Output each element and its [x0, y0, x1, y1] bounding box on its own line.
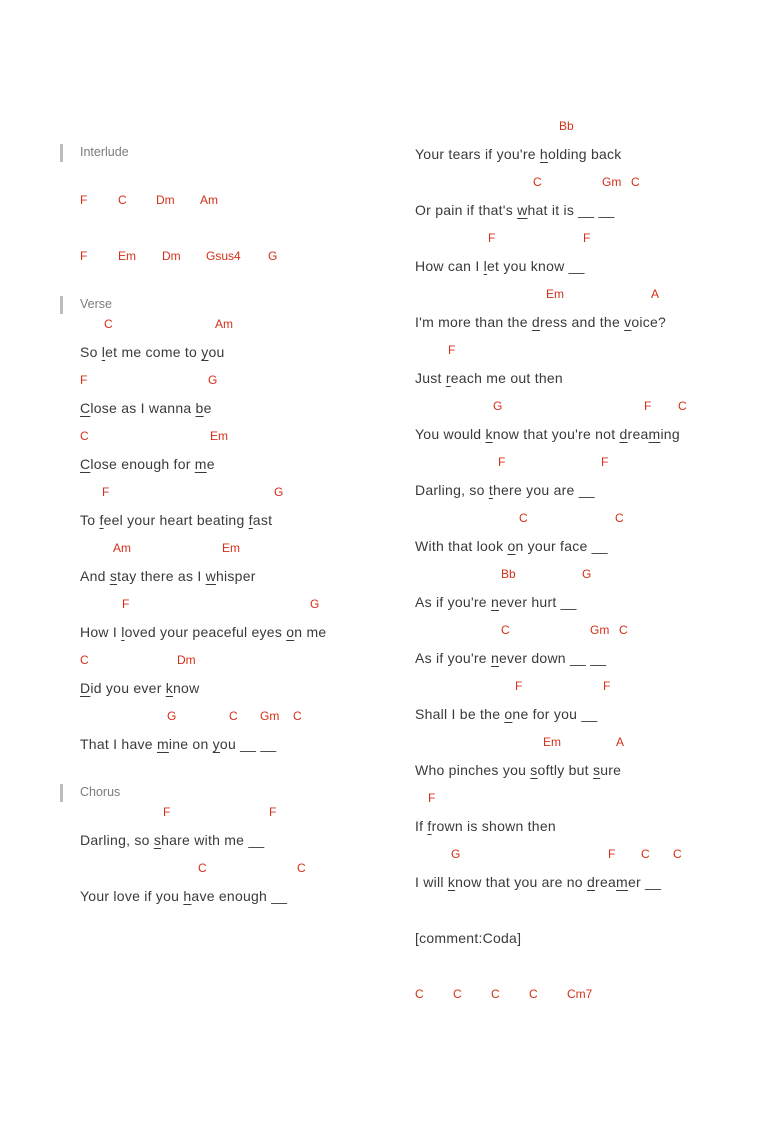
lyric-segment: er __: [627, 874, 662, 890]
lyric-segment: Darling, so: [415, 482, 489, 498]
lyric-text: [80, 344, 225, 360]
chord-anchor-letter: n: [490, 650, 499, 666]
chord: F: [488, 231, 496, 245]
lyric-segment: I will: [415, 874, 448, 890]
chord: F: [122, 597, 130, 611]
chord: C: [619, 623, 628, 637]
chord-anchor-letter: y: [201, 344, 209, 360]
lyric-segment: Or pain if that's: [415, 202, 518, 218]
lyric-text: [80, 736, 276, 752]
lyric-text: [415, 650, 606, 666]
lyric-segment: So: [80, 344, 102, 360]
lyric-segment: eel your heart beating: [103, 512, 249, 528]
chord-anchor-letter: o: [504, 706, 513, 722]
chord-anchor-letter: m: [648, 426, 661, 442]
chord: C: [293, 709, 302, 723]
lyric-text: [415, 426, 680, 442]
lyric-segment: lose as I wanna: [90, 400, 196, 416]
chord: C: [615, 511, 624, 525]
chord: Am: [113, 541, 131, 555]
lyric-segment: Your love if you: [80, 888, 184, 904]
lyric-text: [80, 832, 264, 848]
chord-anchor-letter: y: [212, 736, 220, 752]
chord: F: [603, 679, 611, 693]
lyric-segment: You would: [415, 426, 486, 442]
chord: F: [498, 455, 506, 469]
chord: C: [678, 399, 687, 413]
lyric-text: [415, 258, 585, 274]
chord: Gsus4: [206, 249, 241, 263]
lyric-segment: To: [80, 512, 100, 528]
chord: G: [310, 597, 320, 611]
chord: F: [428, 791, 436, 805]
lyric-segment: Just: [415, 370, 446, 386]
chord-anchor-letter: v: [624, 314, 632, 330]
lyric-segment: hare with me __: [161, 832, 265, 848]
chord: C: [519, 511, 528, 525]
lyric-segment: lose enough for: [90, 456, 195, 472]
chord: Em: [210, 429, 228, 443]
chord: G: [582, 567, 592, 581]
lyric-segment: now that you are no: [455, 874, 587, 890]
chord: G: [167, 709, 177, 723]
lyric-text: [415, 202, 615, 218]
chord: Dm: [162, 249, 181, 263]
chord: F: [80, 193, 88, 207]
chord: G: [493, 399, 503, 413]
chord-anchor-letter: h: [539, 146, 548, 162]
lyric-text: [80, 888, 287, 904]
lyric-segment: olding back: [547, 146, 622, 162]
chord: C: [415, 987, 424, 1001]
chord: C: [533, 175, 542, 189]
chord-anchor-letter: d: [531, 314, 540, 330]
chord: F: [80, 373, 88, 387]
lyric-segment: As if you're: [415, 594, 491, 610]
chord-anchor-letter: b: [195, 400, 204, 416]
chord: Bb: [501, 567, 516, 581]
lyric-text: [415, 370, 563, 386]
chord: F: [448, 343, 456, 357]
chord: Am: [215, 317, 233, 331]
lyric-segment: n me: [294, 624, 327, 640]
section-marker: [60, 144, 63, 162]
lyric-segment: each me out then: [450, 370, 563, 386]
lyric-segment: rea: [595, 874, 617, 890]
chord: C: [673, 847, 682, 861]
lyric-text: [415, 762, 621, 778]
lyric-segment: ou __ __: [219, 736, 277, 752]
chord-anchor-letter: w: [205, 568, 217, 584]
lyric-text: [80, 624, 326, 640]
chord: C: [198, 861, 207, 875]
chord: G: [274, 485, 284, 499]
chord: F: [583, 231, 591, 245]
lyric-segment: I'm more than the: [415, 314, 532, 330]
chord-anchor-letter: f: [99, 512, 104, 528]
chord: F: [269, 805, 277, 819]
section-marker: [60, 784, 63, 802]
lyric-segment: oftly but: [537, 762, 593, 778]
chord: C: [118, 193, 127, 207]
chord-anchor-letter: o: [507, 538, 516, 554]
chord: C: [501, 623, 510, 637]
lyric-text: [415, 482, 595, 498]
chord: C: [80, 429, 89, 443]
chord: C: [104, 317, 113, 331]
lyric-text: [415, 146, 622, 162]
lyric-text: [415, 594, 577, 610]
lyric-segment: ne for you __: [512, 706, 598, 722]
lyric-segment: oice?: [631, 314, 667, 330]
chord: G: [208, 373, 218, 387]
section-marker: [60, 296, 63, 314]
chord-anchor-letter: n: [490, 594, 499, 610]
chord-anchor-letter: s: [592, 762, 601, 778]
chord: C: [631, 175, 640, 189]
lyric-text: [415, 818, 556, 834]
lyric-segment: now that you're not: [492, 426, 620, 442]
chord-anchor-letter: l: [483, 258, 488, 274]
lyric-segment: ing: [660, 426, 680, 442]
lyric-segment: ever hurt __: [499, 594, 577, 610]
lyric-segment: Your tears if you're: [415, 146, 540, 162]
lyric-segment: rown is shown then: [431, 818, 556, 834]
chord: F: [601, 455, 609, 469]
chord: Em: [118, 249, 136, 263]
lyric-text: [80, 568, 256, 584]
chord-anchor-letter: f: [248, 512, 253, 528]
chord-anchor-letter: C: [80, 400, 91, 416]
section-label: Chorus: [80, 785, 121, 799]
chord-anchor-letter: m: [194, 456, 207, 472]
chord-anchor-letter: k: [165, 680, 173, 696]
lyric-segment: hisper: [216, 568, 256, 584]
chord-anchor-letter: d: [619, 426, 628, 442]
chord: F: [515, 679, 523, 693]
chord: F: [80, 249, 88, 263]
lyric-text: [80, 400, 212, 416]
chord-anchor-letter: w: [517, 202, 528, 218]
chord-anchor-letter: C: [80, 456, 91, 472]
lyric-text: [80, 456, 215, 472]
lyric-segment: tay there as I: [117, 568, 206, 584]
chord-anchor-letter: m: [616, 874, 628, 890]
lyric-text: [80, 512, 272, 528]
chord: C: [297, 861, 306, 875]
lyric-segment: ast: [252, 512, 273, 528]
chord: Em: [546, 287, 564, 301]
chord-anchor-letter: d: [587, 874, 596, 890]
lyric-text: [415, 930, 521, 946]
chord: C: [491, 987, 500, 1001]
chord: Gm: [602, 175, 622, 189]
chord: G: [268, 249, 278, 263]
lyric-segment: e: [206, 456, 215, 472]
lyric-segment: here you are __: [492, 482, 595, 498]
chord-anchor-letter: s: [109, 568, 118, 584]
lyric-text: [415, 538, 608, 554]
chord: Em: [222, 541, 240, 555]
chord-anchor-letter: s: [530, 762, 538, 778]
lyric-segment: That I have: [80, 736, 157, 752]
lyric-segment: et me come to: [105, 344, 202, 360]
lyric-segment: e: [203, 400, 212, 416]
lyric-segment: With that look: [415, 538, 508, 554]
lyric-segment: Shall I be the: [415, 706, 505, 722]
lyric-segment: And: [80, 568, 110, 584]
lyric-segment: et you know __: [487, 258, 585, 274]
lyric-segment: If: [415, 818, 428, 834]
lyric-segment: ever down __ __: [499, 650, 607, 666]
lyric-segment: ine on: [168, 736, 213, 752]
section-label: Interlude: [80, 145, 129, 159]
chord-anchor-letter: l: [121, 624, 125, 640]
lyric-segment: hat it is __ __: [527, 202, 615, 218]
chord-anchor-letter: k: [447, 874, 456, 890]
lyric-text: [415, 874, 661, 890]
chord-anchor-letter: t: [488, 482, 493, 498]
lyric-segment: How I: [80, 624, 122, 640]
lyric-text: [415, 706, 597, 722]
lyric-segment: Darling, so: [80, 832, 154, 848]
chord: Dm: [177, 653, 196, 667]
lyric-segment: As if you're: [415, 650, 491, 666]
chord: F: [644, 399, 652, 413]
lyric-text: [415, 314, 666, 330]
chord: C: [229, 709, 238, 723]
chord: F: [163, 805, 171, 819]
chord: Gm: [260, 709, 280, 723]
lyric-segment: rea: [627, 426, 649, 442]
chord: A: [651, 287, 660, 301]
chord: C: [453, 987, 462, 1001]
chord-anchor-letter: D: [80, 680, 91, 696]
chord: Am: [200, 193, 218, 207]
lyric-segment: [comment:Coda]: [415, 930, 522, 946]
chord: Cm7: [567, 987, 593, 1001]
lyric-segment: now: [173, 680, 200, 696]
chord: F: [102, 485, 110, 499]
chord-anchor-letter: m: [156, 736, 169, 752]
chord-anchor-letter: f: [427, 818, 432, 834]
lyric-segment: ave enough __: [191, 888, 288, 904]
chord: Dm: [156, 193, 175, 207]
lyric-segment: ress and the: [539, 314, 625, 330]
lyric-segment: n your face __: [515, 538, 608, 554]
chord: F: [608, 847, 616, 861]
lyric-segment: ure: [600, 762, 622, 778]
chord: Bb: [559, 119, 574, 133]
chord: C: [641, 847, 650, 861]
chord-anchor-letter: h: [183, 888, 192, 904]
chord: G: [451, 847, 461, 861]
chord: Gm: [590, 623, 610, 637]
chord: C: [80, 653, 89, 667]
section-label: Verse: [80, 297, 112, 311]
lyric-text: [80, 680, 199, 696]
chord-anchor-letter: l: [101, 344, 106, 360]
lyric-segment: id you ever: [90, 680, 166, 696]
chord-anchor-letter: k: [485, 426, 493, 442]
chord: A: [616, 735, 625, 749]
lyric-segment: ou: [208, 344, 225, 360]
lyric-segment: Who pinches you: [415, 762, 531, 778]
chord-anchor-letter: s: [153, 832, 162, 848]
lyric-segment: How can I: [415, 258, 484, 274]
chord-anchor-letter: o: [286, 624, 295, 640]
lyric-segment: oved your peaceful eyes: [124, 624, 287, 640]
chord: C: [529, 987, 538, 1001]
chord: Em: [543, 735, 561, 749]
chord-anchor-letter: r: [445, 370, 451, 386]
